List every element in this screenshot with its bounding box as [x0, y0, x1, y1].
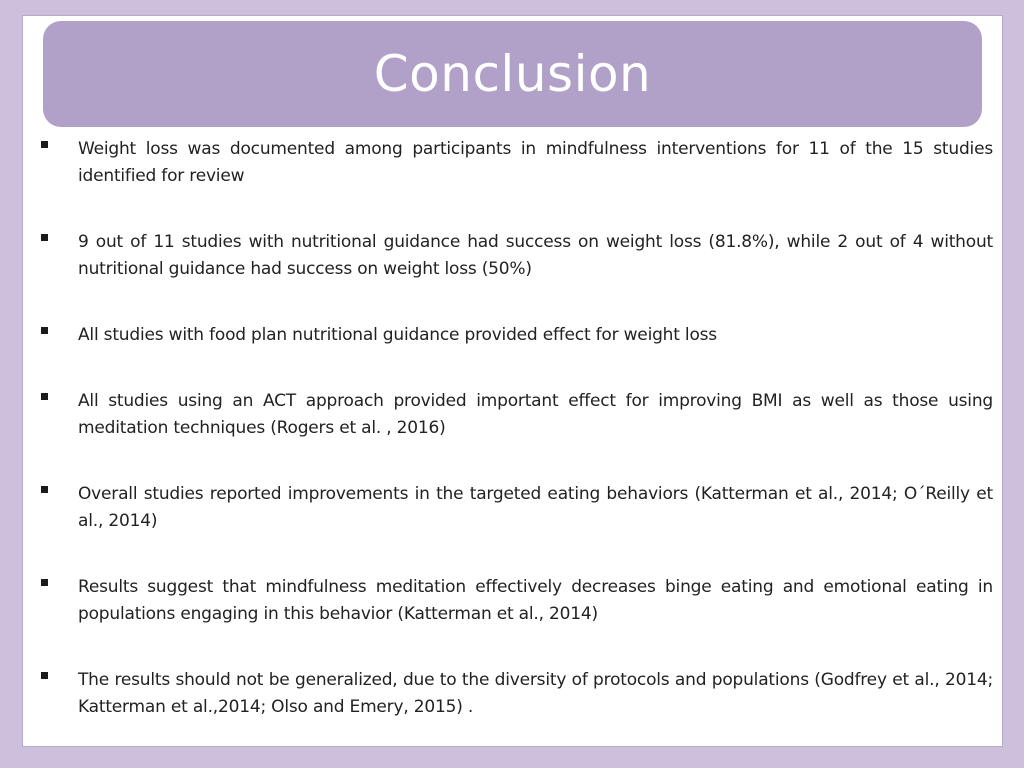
bullet-text: Weight loss was documented among participants in mindfulness interventions for 11 of the 15 studies identified for review [78, 139, 993, 186]
square-bullet-icon [41, 234, 48, 241]
slide [22, 15, 1003, 747]
bullet-item [23, 229, 1004, 289]
square-bullet-icon [41, 672, 48, 679]
bullet-item [23, 574, 1004, 634]
square-bullet-icon [41, 486, 48, 493]
bullet-text: Results suggest that mindfulness meditation effectively decreases binge eating and emotional eating in populations engaging in this behavior (Katterman et al., 2014) [78, 577, 993, 624]
square-bullet-icon [41, 393, 48, 400]
bullet-item [23, 388, 1004, 448]
bullet-text: All studies using an ACT approach provided important effect for improving BMI as well as those using meditation techniques (Rogers et al. , 2016) [78, 391, 993, 438]
bullet-text: The results should not be generalized, due to the diversity of protocols and populations (Godfrey et al., 2014; Katterman et al.,2014; Olso and Emery, 2015) . [78, 670, 993, 717]
bullet-text: 9 out of 11 studies with nutritional guidance had success on weight loss (81.8%), while 2 out of 4 without nutritional guidance had success on weight loss (50%) [78, 232, 993, 279]
square-bullet-icon [41, 579, 48, 586]
bullet-item [23, 322, 1004, 382]
slide-title: Conclusion [373, 45, 652, 103]
bullet-text: Overall studies reported improvements in the targeted eating behaviors (Katterman et al., 2014; O´Reilly et al., 2014) [78, 484, 993, 531]
bullet-text: All studies with food plan nutritional guidance provided effect for weight loss [78, 325, 717, 345]
square-bullet-icon [41, 327, 48, 334]
bullet-item [23, 667, 1004, 727]
bullet-item [23, 136, 1004, 196]
bullet-item [23, 481, 1004, 541]
title-bar [43, 21, 982, 127]
square-bullet-icon [41, 141, 48, 148]
